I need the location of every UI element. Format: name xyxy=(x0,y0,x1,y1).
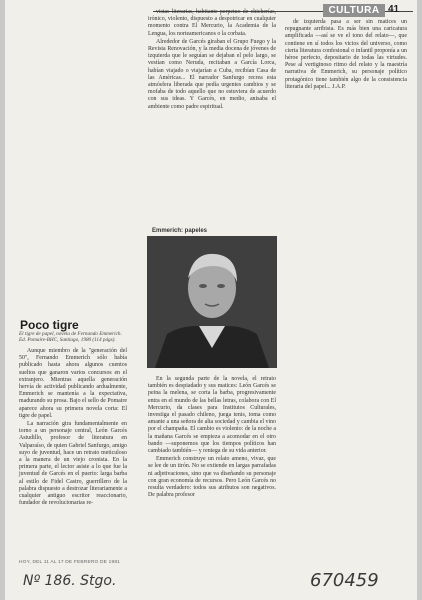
handwritten-issue-note: Nº 186. Stgo. xyxy=(23,573,117,589)
paragraph: En la segunda parte de la novela, el retrato también es despiadado y sus matices: León Garcés se peina la melena, se corta la barba, progresivamente entra en el mundo de las bellas letras, colabora con El Mercurio, da clases para Institutos Culturales, investiga el pasado chileno, juega tenis, toma como amante a una señora de alta sociedad y cambia el vino por el champaña. El cambio es violento: de la noche a la mañana Garcés se empieza a acomodar en el otro bando —suponemos que los tiempos políticos han cambiado también— y reniega de su vida anterior. xyxy=(148,376,276,455)
paragraph: de izquierda pasa a ser sin matices un repugnante arribista. Es más bien una caricatura amplificada —así se ve el tono del relato—, que contiene en sí todos los vicios del universo, como cierta literatura confesional o infantil proponía a un héroe perfecto, depositario de todas las virtudes. Pese al vertiginoso ritmo del relato y la maestría narrativa de Emmerich, su personaje político protagónico tiene también algo de la consistencia literaria del papel... J.A.P. xyxy=(285,19,407,90)
author-portrait-image xyxy=(147,236,277,368)
column-left xyxy=(19,348,127,507)
section-banner: CULTURA xyxy=(323,4,385,17)
paragraph: La narración gira fundamentalmente en torno a un personaje central, León Garcés Astudillo, profesor de literatura en Valparaíso, de quien Gabriel Sanfurgo, amigo suyo de juventud, hace un retrato meticuloso a la manera de un viejo cronista. En la primera parte, el lector asiste a lo que fue la juventud de Garcés en el puerto: larga barba al estilo de Fidel Castro, guerrillero de la palabra dispuesto a destrozar literariamente a cualquier antiguo escritor reaccionario, fundador de revolucionarias re- xyxy=(19,421,127,507)
page-number: 41 xyxy=(388,4,400,15)
author-photo xyxy=(147,236,277,368)
column-right xyxy=(285,19,407,91)
imprint-line: HOY, DEL 11 AL 17 DE FEBRERO DE 1981 xyxy=(19,560,121,565)
newspaper-page xyxy=(5,0,417,600)
column-middle-bottom xyxy=(148,376,276,499)
column-middle-top xyxy=(148,9,276,111)
handwritten-archive-number: 670459 xyxy=(310,570,379,591)
paragraph: Alrededor de Garcés giraban el Grupo Fuego y la Revista Renovación, y la media docena de jóvenes de izquierda que le seguían se dejaban el pelo largo, se vestían como Neruda, recitaban a García Lorca, habían viajado o viajarían a Cuba, recibían Casa de las Américas... El narrador Sanfurgo recrea esta atmósfera liberada que pedía urgentes cambios y se mofaba de todo aquello que no estuviera de acuerdo con sus ideas. Y Garcés, en medio, anisaba el ambiente como padre espiritual. xyxy=(148,38,276,110)
article-headline: Poco tigre xyxy=(20,318,79,332)
book-credit: El tigre de papel, novela de Fernando Emmerich. Ed. Pomaire-BHC, Santiago, 1980 (114 págs). xyxy=(19,331,122,344)
paragraph: Aunque miembro de la "generación del 50", Fernando Emmerich sólo había publicado hasta ahora algunos cuentos sueltos que ganaron varios concursos en el extranjero. Mientras aquella generación hervía de actividad publicando ardualmente, Emmerich se mantenía a la expectativa, madurando su prosa. Bajo el sello de Pomaire aparece ahora su primera novela corta: El tigre de papel. xyxy=(19,348,127,419)
paragraph: Emmerich construye un relato ameno, vivaz, que se lee de un tirón. No se extiende en largas parrafadas ni adjetivaciones, sino que va diseñando su personaje con gran economía de recursos. Pero León Garcés no resulta verdadero: todos sus atributos son negativos. De palabra profesor xyxy=(148,456,276,499)
photo-caption: Emmerich: papeles xyxy=(152,228,208,234)
paragraph: vistas literarias, habitante perpetuo de chicherías, irónico, violento, dispuesto a despotricar en cualquier momento contra El Mercurio, la Academia de la Lengua, los norteamericanos o la corbata. xyxy=(148,9,276,37)
